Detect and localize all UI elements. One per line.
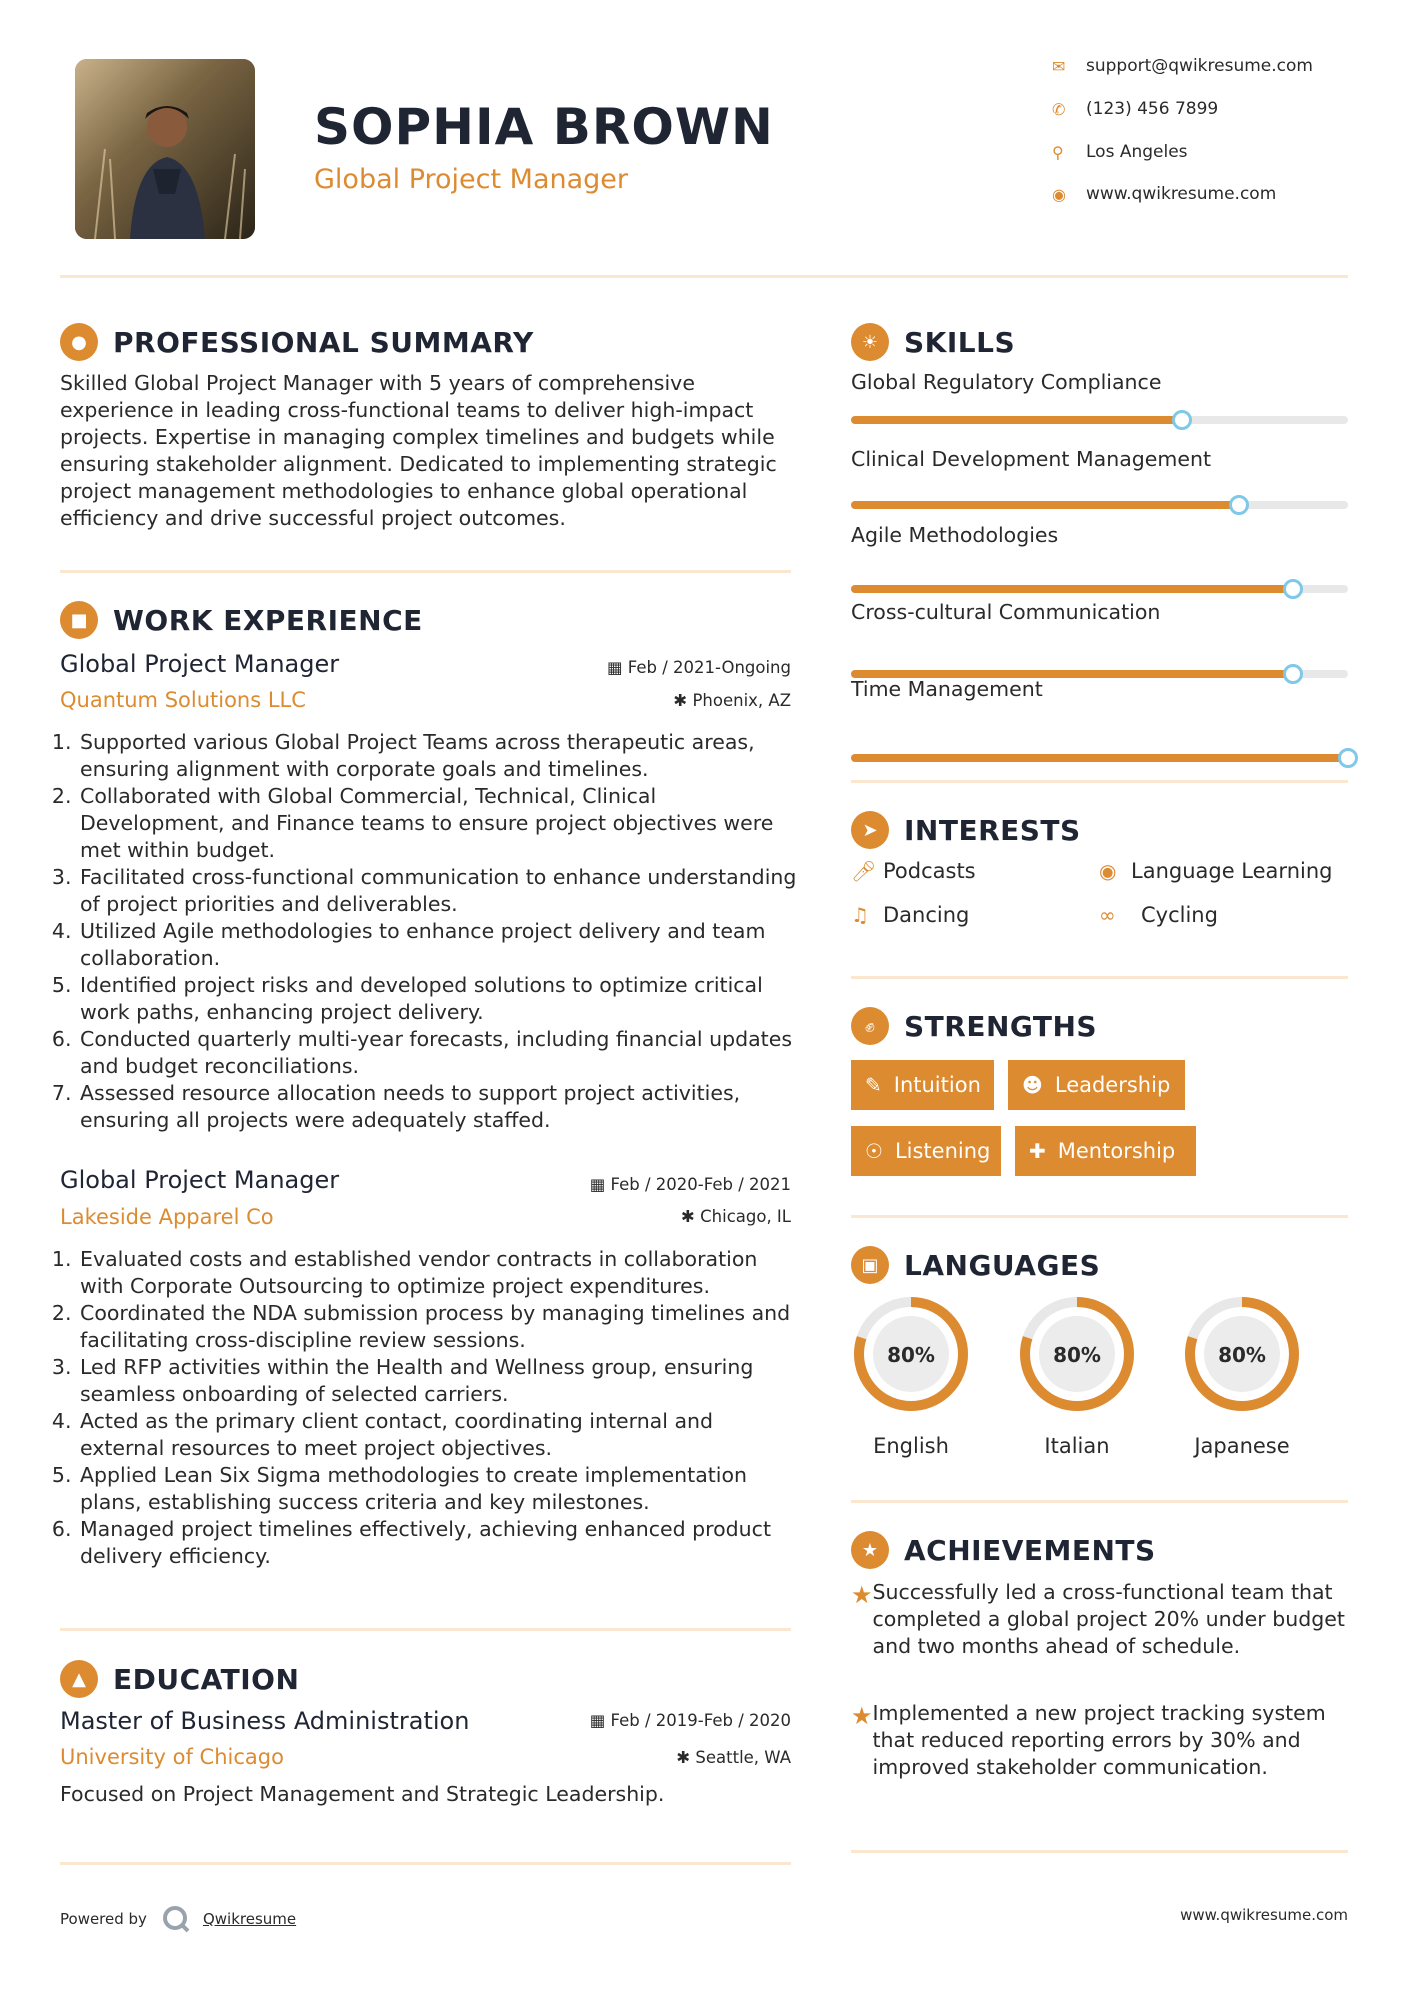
skill-bar-knob [1283, 579, 1303, 599]
user-plus-icon: ✚ [1029, 1139, 1046, 1163]
skill-name: Time Management [851, 677, 1043, 701]
skill-name: Agile Methodologies [851, 523, 1059, 547]
summary-text: Skilled Global Project Manager with 5 years of comprehensive experience in leading cross-functional teams to deliver high-impact projects. Expertise in managing complex timelines and budgets while ensuring stakeholder alignment. Dedicated to implementing strategic project management methodologies to enhance global operational efficiency and drive successful project outcomes. [60, 371, 777, 530]
contact-email[interactable]: ✉ support@qwikresume.com [1052, 56, 1313, 76]
language-item [1180, 1292, 1304, 1458]
divider [851, 976, 1348, 979]
job-responsibilities [60, 729, 800, 1134]
job-dates: ▦ Feb / 2020-Feb / 2021 [589, 1175, 791, 1194]
strength-chip: ☉ Listening [851, 1126, 1001, 1176]
achievement-item: ★ Successfully led a cross-functional team that completed a global project 20% under budget and two months ahead of schedule. [851, 1580, 1345, 1658]
list-item: 4. Acted as the primary client contact, coordinating internal and external resources to meet project objectives. [78, 1408, 800, 1462]
footer-url[interactable]: www.qwikresume.com [1180, 1906, 1348, 1924]
skill-bar [851, 501, 1348, 509]
candidate-name: SOPHIA BROWN [314, 98, 774, 156]
list-item: 3. Led RFP activities within the Health and Wellness group, ensuring seamless onboarding of selected carriers. [78, 1354, 800, 1408]
job-title: Global Project Manager [60, 1166, 340, 1194]
skill-name: Cross-cultural Communication [851, 600, 1161, 624]
skill-bar-fill [851, 416, 1182, 424]
strength-chip: ✚ Mentorship [1015, 1126, 1196, 1176]
donut-percent-label: 80% [1218, 1343, 1266, 1367]
summary-heading: ● PROFESSIONAL SUMMARY [60, 323, 534, 361]
shooting-star-icon: ★ [851, 1581, 873, 1609]
donut-percent-label: 80% [887, 1343, 935, 1367]
skill-name: Global Regulatory Compliance [851, 370, 1162, 394]
skill-name: Clinical Development Management [851, 447, 1212, 471]
microphone-icon: 🎤︎ [851, 859, 877, 883]
pin-icon: ✱ [681, 1207, 695, 1226]
list-item: 1. Supported various Global Project Teams across therapeutic areas, ensuring alignment with corporate goals and timelines. [78, 729, 800, 783]
users-icon: ☻ [1022, 1073, 1043, 1097]
achievement-item: ★ Implemented a new project tracking system that reduced reporting errors by 30% and improved stakeholder communication. [851, 1701, 1326, 1779]
header-divider [60, 275, 1348, 278]
bicycle-icon: ∞ [1099, 903, 1116, 927]
skill-bar-knob [1172, 410, 1192, 430]
skill-bar [851, 754, 1348, 762]
star-badge-icon: ★ [851, 1531, 889, 1569]
divider [60, 1862, 791, 1865]
headphones-icon: ☉ [865, 1139, 883, 1163]
job-responsibilities [60, 1246, 800, 1570]
divider [60, 570, 791, 573]
job-dates: ▦ Feb / 2021-Ongoing [606, 658, 791, 677]
skill-bar [851, 585, 1348, 593]
strength-chip: ☻ Leadership [1008, 1060, 1185, 1110]
magic-wand-icon: ✎ [865, 1073, 882, 1097]
education-location: ✱ Seattle, WA [676, 1748, 791, 1767]
contact-website[interactable]: ◉ www.qwikresume.com [1052, 184, 1277, 204]
divider [851, 780, 1348, 783]
skill-bar-knob [1283, 664, 1303, 684]
candidate-role: Global Project Manager [314, 164, 629, 195]
list-item: 6. Managed project timelines effectively, achieving enhanced product delivery efficiency. [78, 1516, 800, 1570]
calendar-icon: ▦ [589, 1711, 606, 1730]
language-name: Italian [1044, 1434, 1110, 1458]
interest-item: ♫ Dancing [851, 903, 970, 927]
interest-item: ◉ Language Learning [1099, 859, 1333, 883]
list-item: 2. Coordinated the NDA submission process by managing timelines and facilitating cross-discipline review sessions. [78, 1300, 800, 1354]
interest-item: 🎤︎ Podcasts [851, 859, 976, 883]
list-item: 2. Collaborated with Global Commercial, Technical, Clinical Development, and Finance teams to ensure project objectives were met within budget. [78, 783, 800, 864]
school-name: University of Chicago [60, 1745, 284, 1769]
envelope-icon: ✉ [1052, 56, 1066, 76]
language-name: English [873, 1434, 949, 1458]
work-heading: ■ WORK EXPERIENCE [60, 601, 423, 639]
briefcase-icon: ■ [60, 601, 98, 639]
paper-plane-icon: ➤ [851, 811, 889, 849]
divider [851, 1215, 1348, 1218]
language-item [1015, 1292, 1139, 1458]
contact-phone[interactable]: ✆ (123) 456 7899 [1052, 99, 1219, 119]
divider [851, 1850, 1348, 1853]
footer-powered: Powered by Qwikresume [60, 1904, 296, 1934]
language-donut [1180, 1292, 1304, 1416]
language-icon: ▣ [851, 1246, 889, 1284]
strengths-heading: ✊︎ STRENGTHS [851, 1007, 1097, 1045]
list-item: 7. Assessed resource allocation needs to support project activities, ensuring all projects were adequately staffed. [78, 1080, 800, 1134]
divider [60, 1628, 791, 1631]
language-donut [1015, 1292, 1139, 1416]
skill-bar [851, 416, 1348, 424]
donut-percent-label: 80% [1053, 1343, 1101, 1367]
user-icon: ● [60, 323, 98, 361]
education-dates: ▦ Feb / 2019-Feb / 2020 [589, 1711, 791, 1730]
pin-icon: ✱ [673, 691, 688, 710]
job-company: Lakeside Apparel Co [60, 1205, 274, 1229]
qwikresume-link[interactable]: Qwikresume [202, 1910, 297, 1928]
list-item: 5. Identified project risks and developed solutions to optimize critical work paths, enhancing project delivery. [78, 972, 800, 1026]
music-note-icon: ♫ [851, 903, 869, 927]
globe-icon: ◉ [1099, 859, 1117, 883]
divider [851, 1500, 1348, 1503]
skill-bar-fill [851, 501, 1239, 509]
languages-heading: ▣ LANGUAGES [851, 1246, 1100, 1284]
list-item: 4. Utilized Agile methodologies to enhance project delivery and team collaboration. [78, 918, 800, 972]
globe-icon: ◉ [1052, 184, 1066, 204]
skills-heading: ☀ SKILLS [851, 323, 1015, 361]
shooting-star-icon: ★ [851, 1702, 873, 1730]
skill-bar-fill [851, 585, 1293, 593]
interest-item: ∞ Cycling [1099, 903, 1218, 927]
contact-location: ⚲ Los Angeles [1052, 142, 1188, 162]
language-donut [849, 1292, 973, 1416]
language-item [849, 1292, 973, 1458]
skill-bar-fill [851, 754, 1348, 762]
phone-icon: ✆ [1052, 99, 1066, 119]
profile-photo [75, 59, 255, 239]
education-heading: ▲ EDUCATION [60, 1660, 299, 1698]
list-item: 6. Conducted quarterly multi-year forecasts, including financial updates and budget reconciliations. [78, 1026, 800, 1080]
skill-bar-knob [1338, 748, 1358, 768]
strength-chip: ✎ Intuition [851, 1060, 994, 1110]
language-name: Japanese [1194, 1434, 1290, 1458]
education-note: Focused on Project Management and Strategic Leadership. [60, 1782, 665, 1806]
map-pin-icon: ⚲ [1052, 142, 1064, 162]
job-location: ✱ Phoenix, AZ [673, 691, 791, 710]
pin-icon: ✱ [676, 1748, 691, 1767]
achievements-heading: ★ ACHIEVEMENTS [851, 1531, 1156, 1569]
list-item: 5. Applied Lean Six Sigma methodologies to create implementation plans, establishing success criteria and key milestones. [78, 1462, 800, 1516]
interests-heading: ➤ INTERESTS [851, 811, 1081, 849]
list-item: 3. Facilitated cross-functional communication to enhance understanding of project priorities and deliverables. [78, 864, 800, 918]
list-item: 1. Evaluated costs and established vendor contracts in collaboration with Corporate Outsourcing to optimize project expenditures. [78, 1246, 800, 1300]
qwikresume-logo-icon [161, 1904, 191, 1934]
degree-title: Master of Business Administration [60, 1707, 470, 1735]
calendar-icon: ▦ [589, 1175, 606, 1194]
job-company: Quantum Solutions LLC [60, 688, 306, 712]
fist-icon: ✊︎ [851, 1007, 889, 1045]
skill-bar-knob [1229, 495, 1249, 515]
calendar-icon: ▦ [606, 658, 623, 677]
lightbulb-icon: ☀ [851, 323, 889, 361]
job-location: ✱ Chicago, IL [681, 1207, 791, 1226]
graduation-icon: ▲ [60, 1660, 98, 1698]
job-title: Global Project Manager [60, 650, 340, 678]
